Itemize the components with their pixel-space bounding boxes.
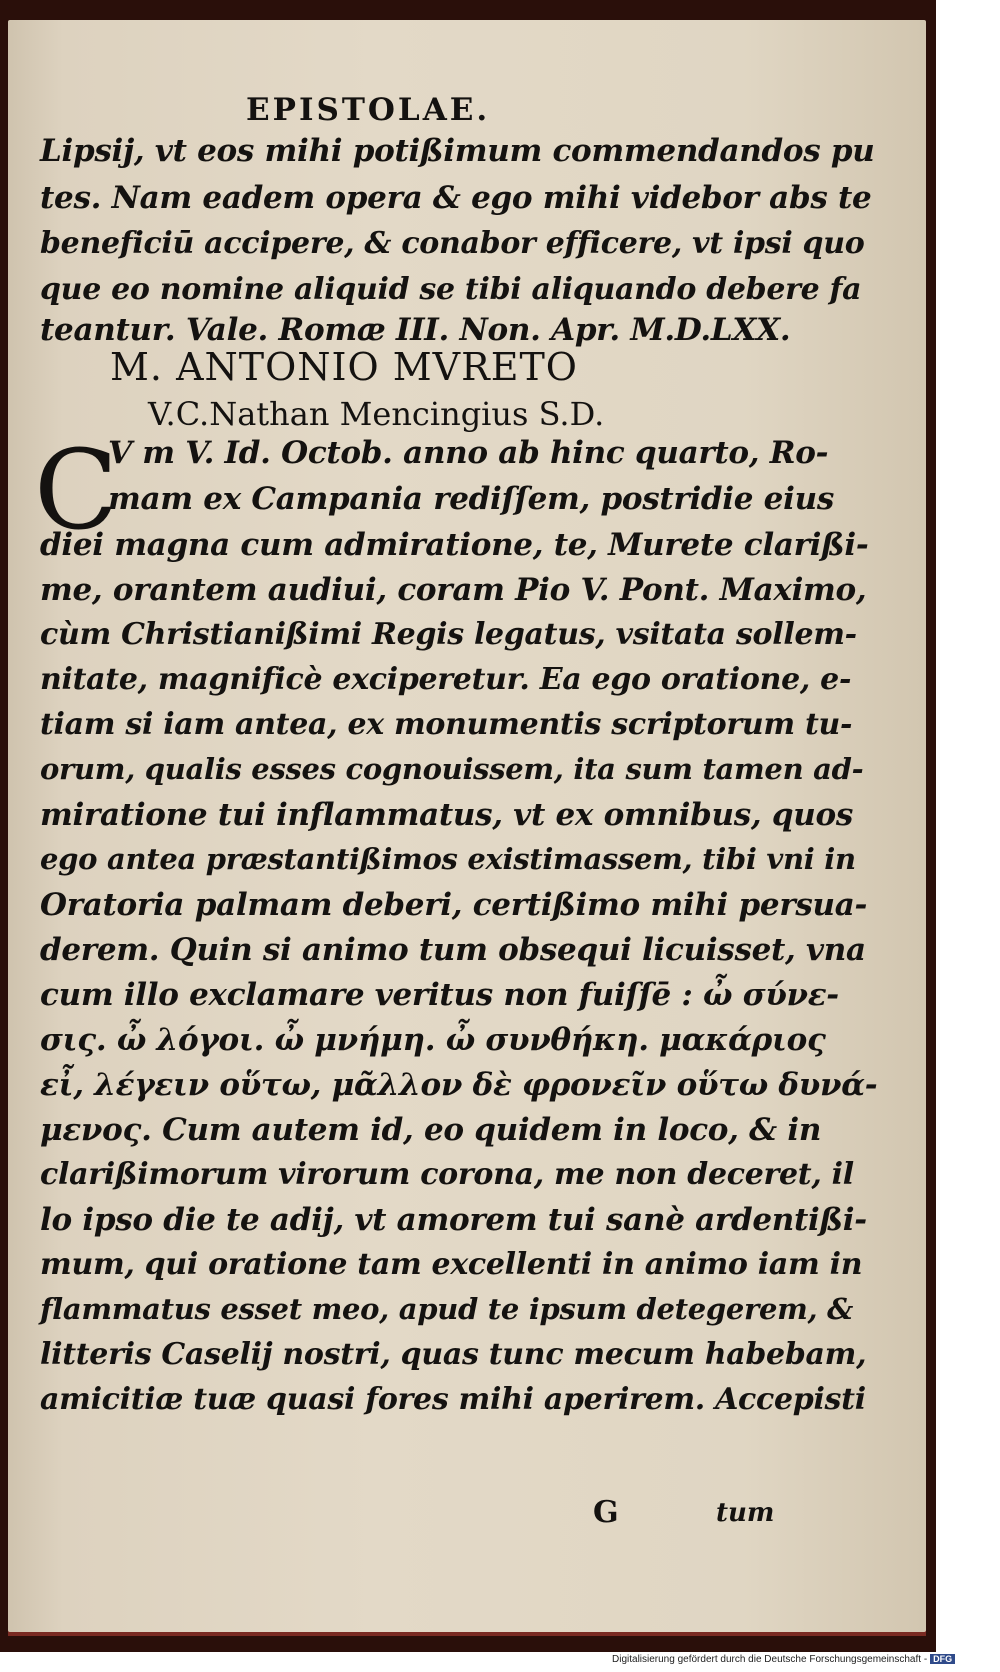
signature-mark: G [593, 1495, 619, 1530]
book-page [8, 20, 926, 1632]
text-line: mam ex Campania rediſſem, postridie eius [108, 481, 834, 517]
text-line: que eo nomine aliquid se tibi aliquando debere fa [40, 272, 862, 307]
text-line: mum, qui oratione tam excellenti in animo iam in [40, 1247, 863, 1282]
text-line: μενος. Cum autem id, eo quidem in loco, & in [40, 1112, 822, 1148]
text-line: nitate, magnificè exciperetur. Ea ego oratione, e- [40, 662, 852, 697]
running-head: EPISTOLAE. [246, 92, 491, 128]
catchword: tum [716, 1498, 775, 1528]
text-line: ego antea præstantißimos existimassem, tibi vni in [40, 842, 856, 876]
dfg-logo: DFG [930, 1654, 955, 1664]
text-line: lo ipso die te adij, vt amorem tui sanè ardentißi- [40, 1202, 867, 1238]
letter-heading: M. ANTONIO MVRETO [110, 345, 578, 389]
text-line: teantur. Vale. Romæ III. Non. Apr. M.D.LXX. [40, 312, 791, 348]
text-line: εἶ, λέγειν οὕτω, μᾶλλον δὲ φρονεῖν οὕτω δυνά- [40, 1067, 878, 1103]
text-line: V m V. Id. Octob. anno ab hinc quarto, Ro- [108, 435, 829, 471]
text-line: Lipsij, vt eos mihi potißimum commendandos pu [40, 133, 875, 169]
letter-subheading: V.C.Nathan Mencingius S.D. [148, 395, 605, 433]
text-line: miratione tui inflammatus, vt ex omnibus, quos [40, 797, 854, 833]
text-line: amicitiæ tuæ quasi fores mihi aperirem. Accepisti [40, 1382, 866, 1417]
text-line: tiam si iam antea, ex monumentis scriptorum tu- [40, 707, 853, 742]
text-line: me, orantem audiui, coram Pio V. Pont. Maximo, [40, 572, 867, 608]
text-line: beneficiū accipere, & conabor efficere, vt ipsi quo [40, 226, 865, 261]
drop-capital: C [34, 426, 119, 554]
text-line: tes. Nam eadem opera & ego mihi videbor abs te [40, 180, 872, 216]
text-line: clarißimorum virorum corona, me non deceret, il [40, 1157, 854, 1192]
footer-text: Digitalisierung gefördert durch die Deutsche Forschungsgemeinschaft - [612, 1654, 928, 1665]
text-line: flammatus esset meo, apud te ipsum detegerem, & [40, 1292, 854, 1326]
text-line: litteris Caselij nostri, quas tunc mecum habebam, [40, 1337, 867, 1372]
text-line: orum, qualis esses cognouissem, ita sum tamen ad- [40, 752, 864, 786]
text-line: diei magna cum admiratione, te, Murete clarißi- [40, 527, 869, 563]
text-line: σις. ὦ λόγοι. ὦ μνήμη. ὦ συνθήκη. μακάριος [40, 1022, 826, 1058]
footer-credit [612, 1654, 955, 1665]
text-line: derem. Quin si animo tum obsequi licuisset, vna [40, 932, 866, 968]
text-line: cum illo exclamare veritus non fuiſſē : ὦ σύνε- [40, 977, 839, 1013]
text-line: cùm Christianißimi Regis legatus, vsitata sollem- [40, 617, 857, 652]
text-line: Oratoria palmam deberi, certißimo mihi persua- [40, 887, 868, 923]
